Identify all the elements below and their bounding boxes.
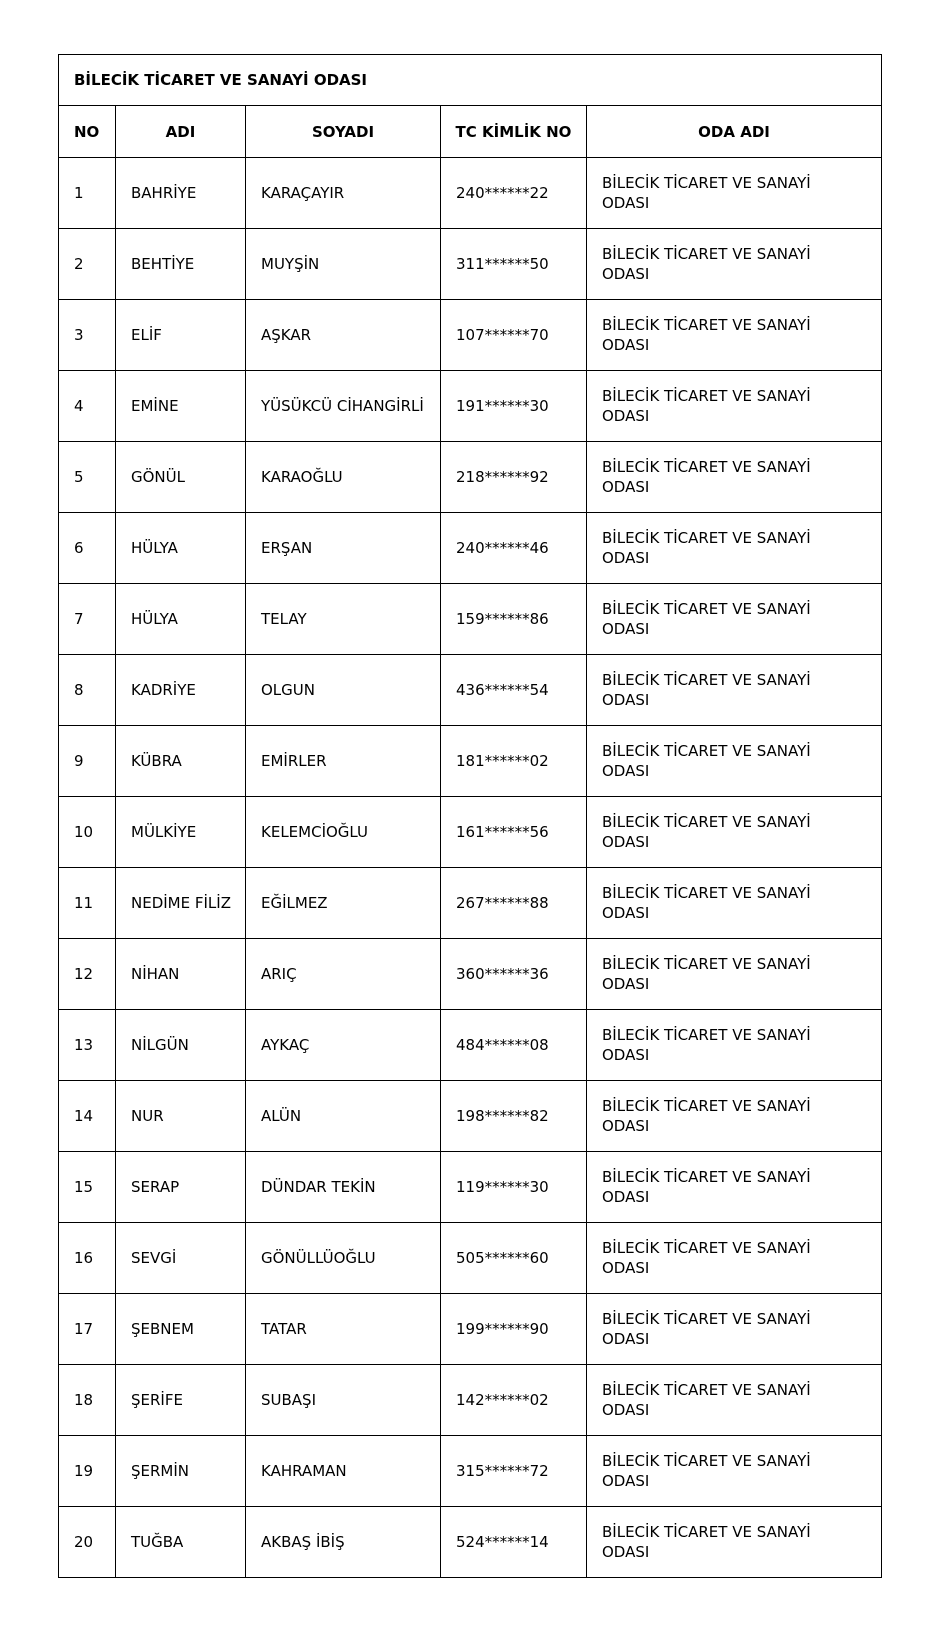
cell-oda: BİLECİK TİCARET VE SANAYİ ODASI — [587, 797, 882, 868]
column-header-adi: ADI — [116, 106, 246, 158]
cell-no: 19 — [59, 1436, 116, 1507]
table-body — [59, 158, 882, 1578]
table-row — [59, 655, 882, 726]
table-row — [59, 442, 882, 513]
cell-no: 17 — [59, 1294, 116, 1365]
cell-adi: KÜBRA — [116, 726, 246, 797]
cell-soyadi: TELAY — [246, 584, 441, 655]
cell-tc: 484******08 — [441, 1010, 587, 1081]
table-row — [59, 1436, 882, 1507]
cell-oda: BİLECİK TİCARET VE SANAYİ ODASI — [587, 442, 882, 513]
cell-adi: NEDİME FİLİZ — [116, 868, 246, 939]
table-row — [59, 1081, 882, 1152]
column-header-no: NO — [59, 106, 116, 158]
cell-soyadi: ARIÇ — [246, 939, 441, 1010]
cell-soyadi: GÖNÜLLÜOĞLU — [246, 1223, 441, 1294]
cell-soyadi: TATAR — [246, 1294, 441, 1365]
cell-adi: SERAP — [116, 1152, 246, 1223]
cell-soyadi: AYKAÇ — [246, 1010, 441, 1081]
cell-tc: 218******92 — [441, 442, 587, 513]
cell-tc: 360******36 — [441, 939, 587, 1010]
cell-no: 13 — [59, 1010, 116, 1081]
cell-adi: NUR — [116, 1081, 246, 1152]
cell-oda: BİLECİK TİCARET VE SANAYİ ODASI — [587, 726, 882, 797]
cell-soyadi: ALÜN — [246, 1081, 441, 1152]
column-header-tc: TC KİMLİK NO — [441, 106, 587, 158]
cell-adi: BEHTİYE — [116, 229, 246, 300]
table-row — [59, 1507, 882, 1578]
table-row — [59, 229, 882, 300]
cell-oda: BİLECİK TİCARET VE SANAYİ ODASI — [587, 1010, 882, 1081]
cell-tc: 267******88 — [441, 868, 587, 939]
cell-adi: NİHAN — [116, 939, 246, 1010]
cell-tc: 315******72 — [441, 1436, 587, 1507]
cell-tc: 311******50 — [441, 229, 587, 300]
cell-no: 11 — [59, 868, 116, 939]
cell-oda: BİLECİK TİCARET VE SANAYİ ODASI — [587, 1223, 882, 1294]
table-row — [59, 371, 882, 442]
cell-tc: 161******56 — [441, 797, 587, 868]
table-row — [59, 726, 882, 797]
cell-soyadi: KARAÇAYIR — [246, 158, 441, 229]
cell-no: 8 — [59, 655, 116, 726]
cell-no: 2 — [59, 229, 116, 300]
table-row — [59, 1152, 882, 1223]
cell-no: 3 — [59, 300, 116, 371]
cell-tc: 181******02 — [441, 726, 587, 797]
cell-adi: BAHRİYE — [116, 158, 246, 229]
cell-no: 6 — [59, 513, 116, 584]
cell-oda: BİLECİK TİCARET VE SANAYİ ODASI — [587, 655, 882, 726]
cell-tc: 436******54 — [441, 655, 587, 726]
cell-oda: BİLECİK TİCARET VE SANAYİ ODASI — [587, 300, 882, 371]
cell-tc: 119******30 — [441, 1152, 587, 1223]
cell-tc: 199******90 — [441, 1294, 587, 1365]
cell-oda: BİLECİK TİCARET VE SANAYİ ODASI — [587, 371, 882, 442]
column-header-oda: ODA ADI — [587, 106, 882, 158]
cell-adi: EMİNE — [116, 371, 246, 442]
cell-no: 7 — [59, 584, 116, 655]
cell-adi: ŞERİFE — [116, 1365, 246, 1436]
cell-soyadi: KARAOĞLU — [246, 442, 441, 513]
table-row — [59, 868, 882, 939]
cell-tc: 524******14 — [441, 1507, 587, 1578]
table-row — [59, 1294, 882, 1365]
table-row — [59, 300, 882, 371]
cell-tc: 142******02 — [441, 1365, 587, 1436]
cell-no: 10 — [59, 797, 116, 868]
cell-adi: TUĞBA — [116, 1507, 246, 1578]
cell-tc: 198******82 — [441, 1081, 587, 1152]
table-row — [59, 158, 882, 229]
table-title: BİLECİK TİCARET VE SANAYİ ODASI — [59, 55, 882, 106]
cell-oda: BİLECİK TİCARET VE SANAYİ ODASI — [587, 158, 882, 229]
cell-oda: BİLECİK TİCARET VE SANAYİ ODASI — [587, 1365, 882, 1436]
table-title-row — [59, 55, 882, 106]
cell-adi: GÖNÜL — [116, 442, 246, 513]
cell-no: 14 — [59, 1081, 116, 1152]
cell-tc: 240******22 — [441, 158, 587, 229]
cell-oda: BİLECİK TİCARET VE SANAYİ ODASI — [587, 1294, 882, 1365]
cell-adi: ELİF — [116, 300, 246, 371]
table-row — [59, 1010, 882, 1081]
cell-tc: 240******46 — [441, 513, 587, 584]
cell-no: 18 — [59, 1365, 116, 1436]
cell-oda: BİLECİK TİCARET VE SANAYİ ODASI — [587, 1081, 882, 1152]
cell-soyadi: OLGUN — [246, 655, 441, 726]
cell-no: 16 — [59, 1223, 116, 1294]
cell-soyadi: EĞİLMEZ — [246, 868, 441, 939]
cell-oda: BİLECİK TİCARET VE SANAYİ ODASI — [587, 868, 882, 939]
table-row — [59, 797, 882, 868]
cell-soyadi: MUYŞİN — [246, 229, 441, 300]
cell-adi: MÜLKİYE — [116, 797, 246, 868]
cell-oda: BİLECİK TİCARET VE SANAYİ ODASI — [587, 939, 882, 1010]
cell-oda: BİLECİK TİCARET VE SANAYİ ODASI — [587, 513, 882, 584]
cell-adi: ŞERMİN — [116, 1436, 246, 1507]
cell-soyadi: KELEMCİOĞLU — [246, 797, 441, 868]
cell-oda: BİLECİK TİCARET VE SANAYİ ODASI — [587, 1436, 882, 1507]
cell-oda: BİLECİK TİCARET VE SANAYİ ODASI — [587, 229, 882, 300]
table-row — [59, 1223, 882, 1294]
cell-soyadi: AKBAŞ İBİŞ — [246, 1507, 441, 1578]
cell-adi: HÜLYA — [116, 584, 246, 655]
cell-soyadi: ERŞAN — [246, 513, 441, 584]
cell-tc: 191******30 — [441, 371, 587, 442]
cell-oda: BİLECİK TİCARET VE SANAYİ ODASI — [587, 1152, 882, 1223]
cell-no: 9 — [59, 726, 116, 797]
cell-soyadi: DÜNDAR TEKİN — [246, 1152, 441, 1223]
cell-no: 1 — [59, 158, 116, 229]
cell-adi: HÜLYA — [116, 513, 246, 584]
cell-no: 4 — [59, 371, 116, 442]
cell-adi: KADRİYE — [116, 655, 246, 726]
table-row — [59, 939, 882, 1010]
cell-tc: 107******70 — [441, 300, 587, 371]
table-row — [59, 1365, 882, 1436]
cell-soyadi: SUBAŞI — [246, 1365, 441, 1436]
table-row — [59, 584, 882, 655]
table-header-row — [59, 106, 882, 158]
member-table — [58, 54, 882, 1578]
cell-no: 20 — [59, 1507, 116, 1578]
cell-adi: NİLGÜN — [116, 1010, 246, 1081]
cell-oda: BİLECİK TİCARET VE SANAYİ ODASI — [587, 584, 882, 655]
cell-no: 12 — [59, 939, 116, 1010]
cell-tc: 159******86 — [441, 584, 587, 655]
cell-soyadi: AŞKAR — [246, 300, 441, 371]
cell-soyadi: KAHRAMAN — [246, 1436, 441, 1507]
cell-no: 5 — [59, 442, 116, 513]
table-row — [59, 513, 882, 584]
cell-adi: SEVGİ — [116, 1223, 246, 1294]
cell-no: 15 — [59, 1152, 116, 1223]
cell-soyadi: YÜSÜKCÜ CİHANGİRLİ — [246, 371, 441, 442]
cell-tc: 505******60 — [441, 1223, 587, 1294]
cell-soyadi: EMİRLER — [246, 726, 441, 797]
cell-oda: BİLECİK TİCARET VE SANAYİ ODASI — [587, 1507, 882, 1578]
column-header-soyadi: SOYADI — [246, 106, 441, 158]
cell-adi: ŞEBNEM — [116, 1294, 246, 1365]
